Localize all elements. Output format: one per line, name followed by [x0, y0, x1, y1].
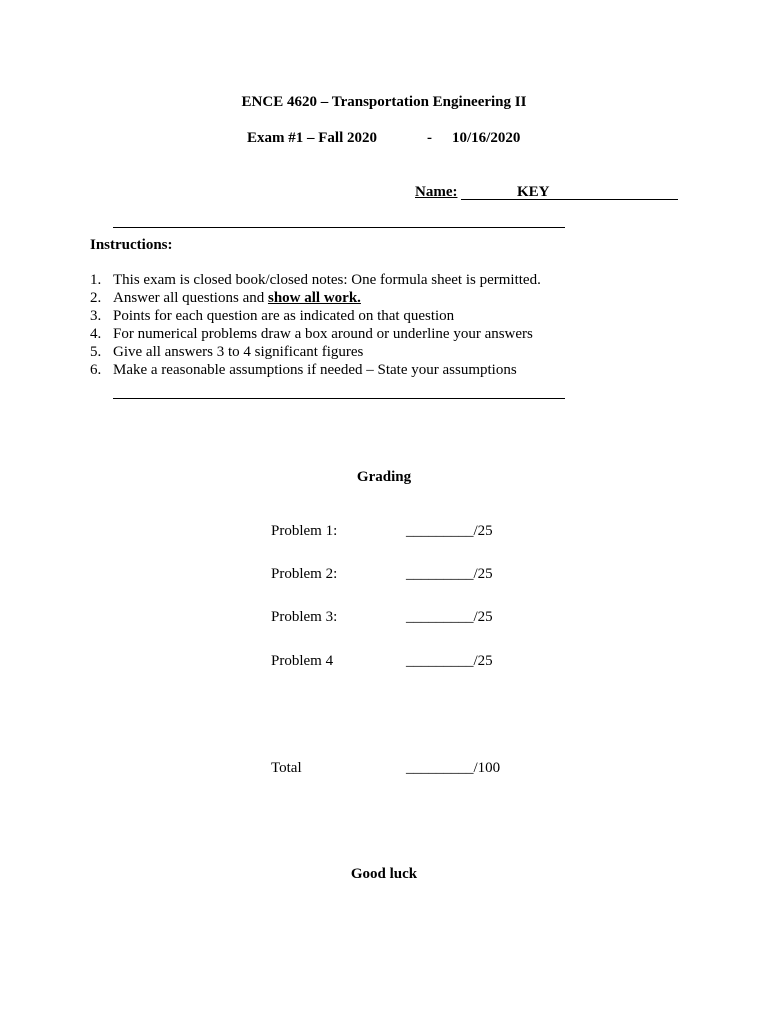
- list-item-text: This exam is closed book/closed notes: One formula sheet is permitted.: [113, 272, 541, 288]
- list-item-number: 2.: [90, 290, 102, 306]
- list-item-number: 6.: [90, 362, 102, 378]
- grading-row-label: Problem 3:: [271, 609, 338, 625]
- list-item: [90, 307, 541, 325]
- name-underline: [461, 199, 678, 200]
- grading-row-label: Problem 4: [271, 653, 334, 669]
- divider-bottom: [113, 398, 565, 399]
- name-value: KEY: [517, 184, 550, 200]
- grading-row-label: Problem 2:: [271, 566, 338, 582]
- exam-date: 10/16/2020: [452, 130, 521, 146]
- exam-label: Exam #1 – Fall 2020: [247, 130, 377, 146]
- list-item-text: Points for each question are as indicated on that question: [113, 308, 455, 324]
- instructions-heading: Instructions:: [90, 237, 173, 253]
- list-item: [90, 289, 541, 307]
- grading-row-score: _________/25: [406, 609, 493, 625]
- list-item: [90, 325, 541, 343]
- list-item-text: Make a reasonable assumptions if needed – State your assumptions: [113, 362, 517, 378]
- list-item-number: 3.: [90, 308, 102, 324]
- header-separator: -: [427, 130, 432, 146]
- list-item-number: 5.: [90, 344, 102, 360]
- grading-row-score: _________/25: [406, 523, 493, 539]
- list-item: [90, 361, 541, 379]
- list-item: [90, 271, 541, 289]
- divider-top: [113, 227, 565, 228]
- list-item-text: Give all answers 3 to 4 significant figures: [113, 344, 364, 360]
- list-item: [90, 343, 541, 361]
- list-item-text: For numerical problems draw a box around or underline your answers: [113, 326, 533, 342]
- list-item-emphasis: show all work.: [267, 290, 361, 306]
- name-label: Name:: [415, 184, 458, 200]
- instructions-list: [90, 271, 541, 379]
- list-item-number: 1.: [90, 272, 102, 288]
- grading-row-label: Problem 1:: [271, 523, 338, 539]
- list-item-text: Answer all questions and: [113, 290, 268, 306]
- grading-heading: Grading: [356, 469, 412, 485]
- grading-row-score: _________/25: [406, 566, 493, 582]
- grading-total-label: Total: [271, 760, 302, 776]
- course-title: ENCE 4620 – Transportation Engineering II: [241, 94, 527, 110]
- grading-total-score: _________/100: [406, 760, 501, 776]
- closing-text: Good luck: [350, 866, 418, 882]
- list-item-number: 4.: [90, 326, 102, 342]
- grading-row-score: _________/25: [406, 653, 493, 669]
